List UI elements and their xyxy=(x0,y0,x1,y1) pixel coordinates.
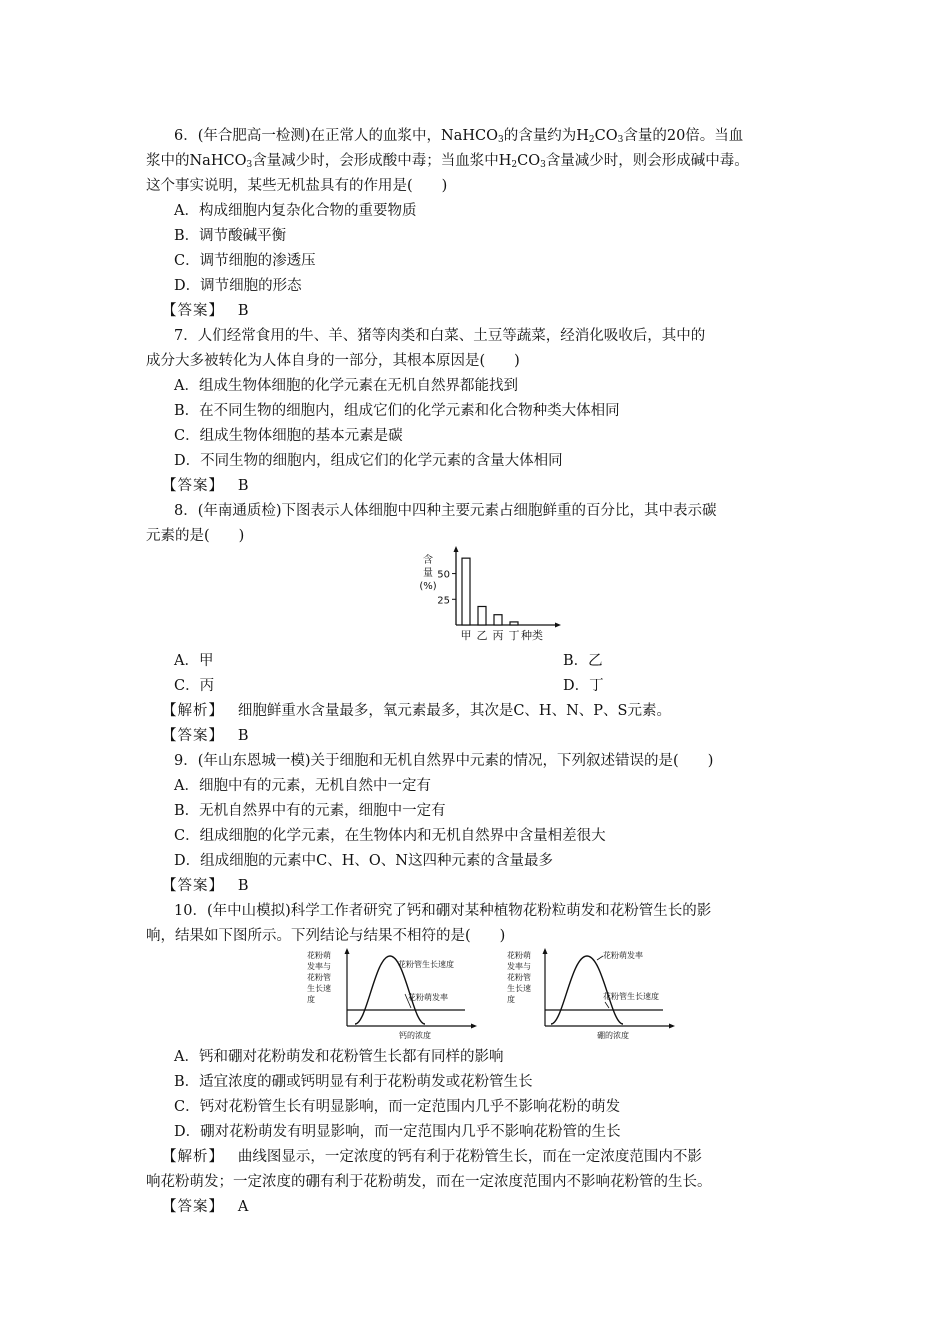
fig2-ylabel-4: 生长速 xyxy=(507,984,531,993)
bar-chart-category-label: 丁 xyxy=(508,629,520,642)
q9-answer: 【答案】 B xyxy=(162,878,249,894)
q9-option-d: D．组成细胞的元素中C、H、O、N这四种元素的含量最多 xyxy=(174,853,553,869)
bar-chart-category-label: 乙 xyxy=(476,629,488,642)
q6-option-b: B．调节酸碱平衡 xyxy=(174,228,287,244)
fig1-ylabel-3: 花粉管 xyxy=(307,973,331,982)
fig1-curve-label: 花粉管生长速度 xyxy=(398,960,454,969)
q9-option-b: B．无机自然界中有的元素，细胞中一定有 xyxy=(174,803,446,819)
bar-chart-category-label: 丙 xyxy=(492,629,504,642)
q10-option-b: B．适宜浓度的硼或钙明显有利于花粉萌发或花粉管生长 xyxy=(174,1074,533,1090)
q6-answer: 【答案】 B xyxy=(162,303,249,319)
bar-1 xyxy=(478,606,486,625)
fig2-xlabel: 硼的浓度 xyxy=(597,1031,629,1040)
fig2-curve xyxy=(551,956,623,1024)
bar-chart-ylabel-char: (%) xyxy=(419,581,437,592)
q10-answer: 【答案】 A xyxy=(162,1199,249,1215)
q10-line1: 10．(年中山模拟)科学工作者研究了钙和硼对某种植物花粉粒萌发和花粉管生长的影 xyxy=(174,903,712,919)
bar-0 xyxy=(462,558,470,625)
bar-2 xyxy=(494,615,502,625)
fig2-ylabel-2: 发率与 xyxy=(507,962,531,971)
q10-option-a: A．钙和硼对花粉萌发和花粉管生长都有同样的影响 xyxy=(174,1049,504,1065)
q7-option-d: D．不同生物的细胞内，组成它们的化学元素的含量大体相同 xyxy=(174,453,563,469)
fig2-curve-label: 花粉萌发率 xyxy=(603,951,643,960)
q10-option-c: C．钙对花粉管生长有明显影响，而一定范围内几乎不影响花粉的萌发 xyxy=(174,1099,621,1115)
fig1-ylabel-4: 生长速 xyxy=(307,984,331,993)
boron-curve-figure xyxy=(505,946,685,1040)
bar-3 xyxy=(510,622,518,625)
bar-chart-category-label: 甲 xyxy=(460,629,472,642)
q8-line1: 8．(年南通质检)下图表示人体细胞中四种主要元素占细胞鲜重的百分比，其中表示碳 xyxy=(174,503,717,519)
bar-chart-y-tick-label: 25 xyxy=(437,595,450,607)
q7-option-a: A．组成生物体细胞的化学元素在无机自然界都能找到 xyxy=(174,378,518,394)
bar-chart-x-arrow xyxy=(555,623,561,628)
q8-explanation: 【解析】 细胞鲜重水含量最多，氧元素最多，其次是C、H、N、P、S元素。 xyxy=(162,703,671,719)
element-bar-chart xyxy=(410,545,580,645)
q8-option-b: B．乙 xyxy=(563,653,603,669)
fig2-ylabel-3: 花粉管 xyxy=(507,973,531,982)
q7-answer: 【答案】 B xyxy=(162,478,249,494)
q6-option-c: C．调节细胞的渗透压 xyxy=(174,253,316,269)
q8-option-a: A．甲 xyxy=(174,653,214,669)
fig1-ylabel-2: 发率与 xyxy=(307,962,331,971)
q7-option-b: B．在不同生物的细胞内，组成它们的化学元素和化合物种类大体相同 xyxy=(174,403,620,419)
q6-line2: 浆中的NaHCO$_3$含量减少时，会形成酸中毒；当血浆中$H_2CO_3$含量减少时，则会形成碱中毒。 xyxy=(146,153,749,170)
q9-line1: 9．(年山东恩城一模)关于细胞和无机自然界中元素的情况，下列叙述错误的是( ) xyxy=(174,753,714,769)
q10-explanation-line2: 响花粉萌发；一定浓度的硼有利于花粉萌发，而在一定浓度范围内不影响花粉管的生长。 xyxy=(146,1174,712,1190)
q8-answer: 【答案】 B xyxy=(162,728,249,744)
bar-chart-y-tick-label: 50 xyxy=(437,569,450,581)
fig1-ylabel-1: 花粉萌 xyxy=(307,951,331,960)
q6-option-a: A．构成细胞内复杂化合物的重要物质 xyxy=(174,203,417,219)
bar-chart-ylabel-char: 量 xyxy=(423,568,433,579)
bar-chart-y-arrow xyxy=(454,546,459,552)
q8-option-d: D．丁 xyxy=(563,678,604,694)
bar-chart-ylabel-char: 含 xyxy=(423,555,433,566)
q7-line1: 7．人们经常食用的牛、羊、猪等肉类和白菜、土豆等蔬菜，经消化吸收后，其中的 xyxy=(174,328,706,344)
fig1-ylabel-5: 度 xyxy=(307,995,315,1004)
q9-option-c: C．组成细胞的化学元素，在生物体内和无机自然界中含量相差很大 xyxy=(174,828,606,844)
q6-option-d: D．调节细胞的形态 xyxy=(174,278,302,294)
fig1-flat-label: 花粉萌发率 xyxy=(408,993,448,1002)
q10-line2: 响，结果如下图所示。下列结论与结果不相符的是( ) xyxy=(146,928,506,944)
q7-option-c: C．组成生物体细胞的基本元素是碳 xyxy=(174,428,403,444)
q8-line2: 元素的是( ) xyxy=(146,528,245,544)
q8-option-c: C．丙 xyxy=(174,678,215,694)
q9-option-a: A．细胞中有的元素，无机自然中一定有 xyxy=(174,778,431,794)
fig2-ylabel-5: 度 xyxy=(507,995,515,1004)
fig2-flat-label: 花粉管生长速度 xyxy=(603,992,659,1001)
fig1-xlabel: 钙的浓度 xyxy=(399,1031,431,1040)
bar-chart-xlabel: 种类 xyxy=(521,629,543,642)
calcium-curve-figure xyxy=(305,946,485,1040)
q7-line2: 成分大多被转化为人体自身的一部分，其根本原因是( ) xyxy=(146,353,520,369)
q10-option-d: D．硼对花粉萌发有明显影响，而一定范围内几乎不影响花粉管的生长 xyxy=(174,1124,621,1140)
q6-line3: 这个事实说明，某些无机盐具有的作用是( ) xyxy=(146,178,448,194)
q10-explanation-line1: 【解析】 曲线图显示，一定浓度的钙有利于花粉管生长，而在一定浓度范围内不影 xyxy=(162,1149,702,1165)
q6-line1: 6．(年合肥高一检测)在正常人的血浆中，NaHCO$_3$的含量约为$H_2CO_3$含量的20倍。当血 xyxy=(174,128,744,145)
fig2-ylabel-1: 花粉萌 xyxy=(507,951,531,960)
